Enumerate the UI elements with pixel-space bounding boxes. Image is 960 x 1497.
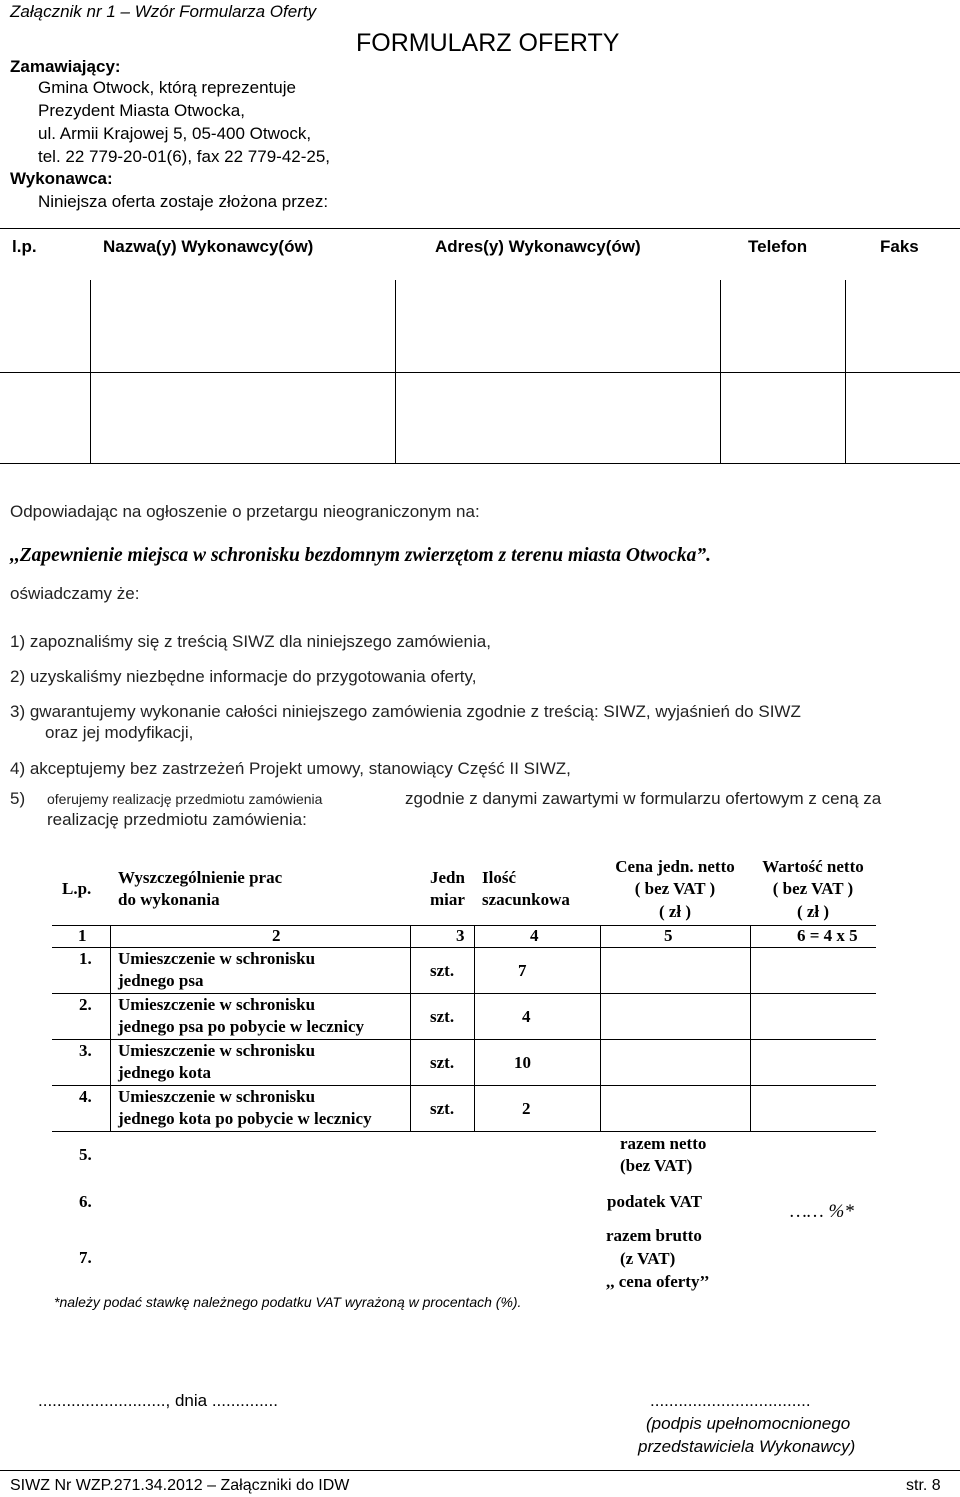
row-4-qty: 2 — [522, 1099, 531, 1118]
subject-text: ,,Zapewnienie miejsca w schronisku bezdomnym zwierzętom z terenu miasta Otwocka”. — [10, 545, 711, 566]
col-lp: l.p. — [12, 237, 37, 256]
footer-left: SIWZ Nr WZP.271.34.2012 – Załączniki do IDW — [10, 1477, 350, 1494]
row-3-lp: 3. — [79, 1041, 92, 1060]
row-2-desc-1: Umieszczenie w schronisku — [118, 995, 316, 1014]
declare-text: oświadczamy że: — [10, 584, 140, 603]
row-4-unit: szt. — [430, 1099, 455, 1118]
sum-7-lp: 7. — [79, 1248, 92, 1267]
num-col-2: 2 — [272, 926, 281, 945]
orderer-line-1: Gmina Otwock, którą reprezentuje — [38, 78, 296, 97]
row-2-lp: 2. — [79, 995, 92, 1014]
col-name: Nazwa(y) Wykonawcy(ów) — [103, 237, 314, 256]
signature-line-2: przedstawiciela Wykonawcy) — [638, 1437, 856, 1456]
col-phone: Telefon — [748, 237, 808, 256]
point-3b: oraz jej modyfikacji, — [45, 723, 194, 742]
point-5-num: 5) — [10, 789, 26, 808]
point-2: 2) uzyskaliśmy niezbędne informacje do przygotowania oferty, — [10, 667, 477, 686]
sum-5-label-2: (bez VAT) — [620, 1156, 693, 1175]
row-2-desc-2: jednego psa po pobycie w lecznicy — [118, 1017, 365, 1036]
row-4-lp: 4. — [79, 1087, 92, 1106]
contractor-label: Wykonawca: — [10, 169, 113, 188]
hdr-desc-1: Wyszczególnienie prac — [118, 868, 283, 887]
attachment-title: Załącznik nr 1 – Wzór Formularza Oferty — [10, 2, 317, 21]
hdr-price-1: Cena jedn. netto — [615, 857, 735, 876]
point-5-small: oferujemy realizację przedmiotu zamówienia — [47, 791, 323, 807]
row-1-qty: 7 — [518, 961, 527, 980]
row-1-lp: 1. — [79, 949, 92, 968]
hdr-value-3: ( zł ) — [796, 902, 830, 921]
row-1-desc-2: jednego psa — [118, 971, 204, 990]
row-1-desc-1: Umieszczenie w schronisku — [118, 949, 316, 968]
row-3-desc-1: Umieszczenie w schronisku — [118, 1041, 316, 1060]
row-3-desc-2: jednego kota — [118, 1063, 212, 1082]
contractor-line: Niniejsza oferta zostaje złożona przez: — [38, 192, 329, 211]
col-fax: Faks — [880, 237, 919, 256]
footer-page: str. 8 — [906, 1477, 941, 1494]
orderer-label: Zamawiający: — [10, 57, 121, 76]
hdr-qty-2: szacunkowa — [482, 890, 570, 909]
hdr-unit-2: miar — [430, 890, 465, 909]
row-3-unit: szt. — [430, 1053, 455, 1072]
hdr-desc-2: do wykonania — [118, 890, 220, 909]
signature-dots: .................................. — [650, 1391, 811, 1410]
row-2-qty: 4 — [522, 1007, 531, 1026]
orderer-line-2: Prezydent Miasta Otwocka, — [38, 101, 245, 120]
form-title: FORMULARZ OFERTY — [356, 29, 620, 57]
num-col-6: 6 = 4 x 5 — [797, 926, 858, 945]
point-5b: realizację przedmiotu zamówienia: — [47, 810, 307, 829]
sum-5-label-1: razem netto — [620, 1134, 707, 1153]
row-3-qty: 10 — [514, 1053, 531, 1072]
vat-rate: …… %* — [790, 1201, 854, 1222]
point-3a: 3) gwarantujemy wykonanie całości niniejszego zamówienia zgodnie z treścią: SIWZ, wyjaśnień do SIWZ — [10, 702, 801, 721]
sum-7-label-3: ,, cena oferty’’ — [606, 1272, 710, 1291]
hdr-unit-1: Jedn — [430, 868, 465, 887]
col-address: Adres(y) Wykonawcy(ów) — [435, 237, 641, 256]
footer-rule — [0, 1470, 960, 1471]
point-5-rest: zgodnie z danymi zawartymi w formularzu ofertowym z ceną za — [405, 789, 882, 808]
num-col-3: 3 — [456, 926, 465, 945]
hdr-lp: L.p. — [62, 879, 92, 898]
row-2-unit: szt. — [430, 1007, 455, 1026]
num-col-4: 4 — [530, 926, 539, 945]
sum-6-label: podatek VAT — [607, 1192, 702, 1211]
row-4-desc-1: Umieszczenie w schronisku — [118, 1087, 316, 1106]
signature-line-1: (podpis upełnomocnionego — [646, 1414, 851, 1433]
num-col-1: 1 — [78, 926, 87, 945]
hdr-qty-1: Ilość — [482, 868, 516, 887]
point-1: 1) zapoznaliśmy się z treścią SIWZ dla niniejszego zamówienia, — [10, 632, 491, 651]
intro-text: Odpowiadając na ogłoszenie o przetargu nieograniczonym na: — [10, 502, 480, 521]
hdr-value-2: ( bez VAT ) — [772, 879, 854, 898]
row-1-unit: szt. — [430, 961, 455, 980]
point-4: 4) akceptujemy bez zastrzeżeń Projekt umowy, stanowiący Część II SIWZ, — [10, 759, 571, 778]
sum-5-lp: 5. — [79, 1145, 92, 1164]
hdr-price-2: ( bez VAT ) — [634, 879, 716, 898]
hdr-value-1: Wartość netto — [762, 857, 864, 876]
num-col-5: 5 — [664, 926, 673, 945]
sum-7-label-2: (z VAT) — [620, 1249, 676, 1268]
place-date: ..........................., dnia .............. — [38, 1391, 278, 1410]
orderer-line-4: tel. 22 779-20-01(6), fax 22 779-42-25, — [38, 147, 331, 166]
orderer-line-3: ul. Armii Krajowej 5, 05-400 Otwock, — [38, 124, 312, 143]
row-4-desc-2: jednego kota po pobycie w lecznicy — [118, 1109, 372, 1128]
hdr-price-3: ( zł ) — [658, 902, 692, 921]
vat-footnote: *należy podać stawkę należnego podatku VAT wyrażoną w procentach (%). — [54, 1294, 522, 1310]
sum-6-lp: 6. — [79, 1192, 92, 1211]
sum-7-label-1: razem brutto — [606, 1226, 702, 1245]
